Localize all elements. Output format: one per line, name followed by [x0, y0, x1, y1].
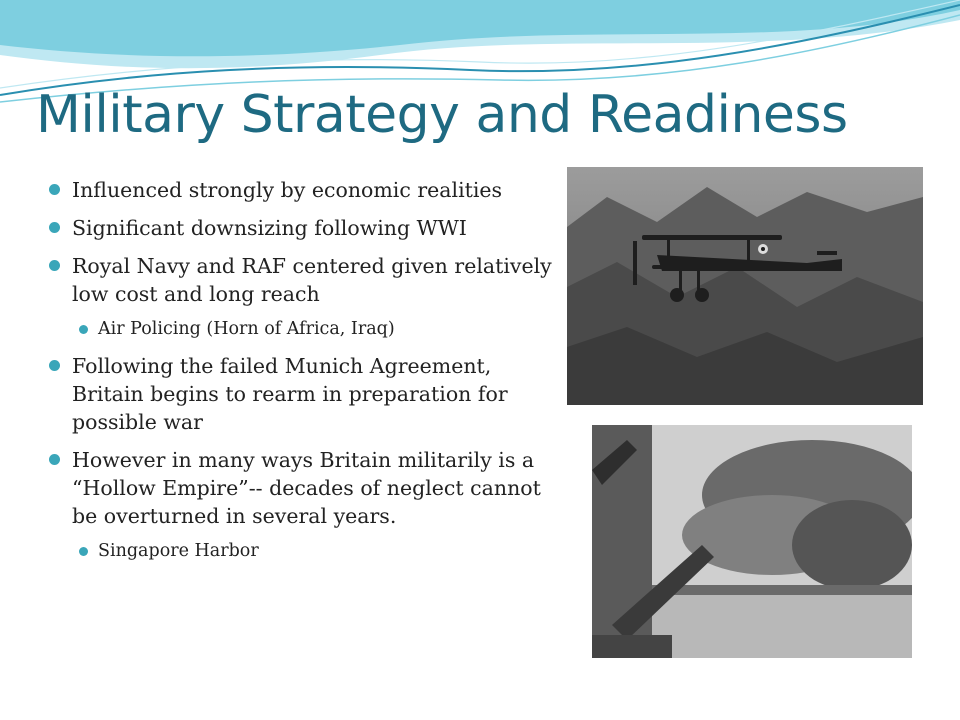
singapore-harbor-photo: [592, 425, 912, 658]
bullet-item: Significant downsizing following WWI: [48, 214, 558, 242]
bullet-item: Royal Navy and RAF centered given relatively low cost and long reach: [48, 252, 558, 308]
sub-bullet-item: Singapore Harbor: [48, 538, 558, 564]
bullet-item: Following the failed Munich Agreement, Britain begins to rearm in preparation for possible war: [48, 352, 558, 436]
bullet-list: [48, 176, 558, 574]
bullet-item: However in many ways Britain militarily is a “Hollow Empire”-- decades of neglect cannot be overturned in several years.: [48, 446, 558, 530]
biplane-photo: [567, 167, 923, 405]
bullet-item: Influenced strongly by economic realities: [48, 176, 558, 204]
sub-bullet-item: Air Policing (Horn of Africa, Iraq): [48, 316, 558, 342]
slide-title: Military Strategy and Readiness: [36, 85, 848, 145]
